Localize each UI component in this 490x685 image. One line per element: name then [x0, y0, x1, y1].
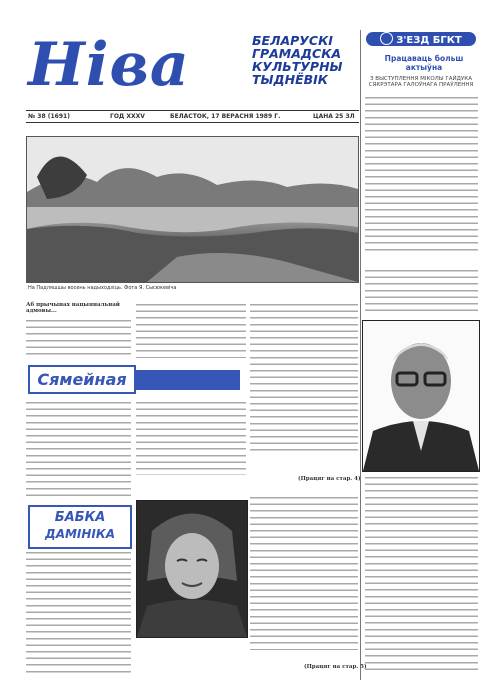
slogan-line: ТЫДНЁВІК — [252, 72, 329, 87]
column-divider — [360, 30, 361, 680]
family-text-1 — [26, 400, 131, 500]
babka-text-1 — [26, 550, 131, 675]
slogan-line: КУЛЬТУРНЫ — [252, 59, 343, 74]
slogan — [252, 34, 360, 86]
rule-bottom — [26, 122, 359, 123]
column-3-text — [250, 302, 358, 452]
photo-caption: На Падляшшы восень надыходзіць. Фота Я. Сысюкевіча — [28, 285, 177, 291]
speaker-portrait — [362, 320, 480, 472]
slogan-line: БЕЛАРУСКІ — [252, 33, 333, 48]
issue-number: № 38 (1691) — [28, 113, 70, 120]
column-1-text — [26, 318, 131, 358]
lead-heading: Аб прычынах нацыянальнай адмовы... — [26, 302, 120, 314]
right-subhead: З ВЫСТУПЛЕННЯ МІКОЛЫ ГАЙДУКА СЯКРЭТАРА ГАЛОЎНАГА ПРАЎЛЕННЯ — [368, 76, 474, 88]
landscape-photo — [26, 136, 359, 283]
family-banner — [28, 365, 136, 394]
column-2-text — [136, 302, 246, 358]
rule-top — [26, 110, 359, 111]
babka-line-2: ДАМІНІКА — [45, 527, 115, 541]
right-column-text-2 — [365, 268, 478, 316]
babka-banner — [28, 505, 132, 549]
babka-illustration — [137, 501, 247, 637]
issue-date: БЕЛАСТОК, 17 ВЕРАСНЯ 1989 Г. — [170, 113, 281, 120]
family-banner-bar — [136, 370, 240, 390]
issue-year: ГОД XXXV — [110, 113, 145, 120]
circle-badge-icon — [380, 32, 393, 45]
continued-ref-2: (Працяг на стар. 5) — [304, 664, 367, 670]
congress-title-text: З'ЕЗД БГКТ — [396, 35, 462, 46]
family-banner-text: Сямейная — [37, 370, 127, 389]
continued-ref-1: (Працяг на стар. 4) — [298, 476, 361, 482]
portrait-illustration — [363, 321, 479, 471]
babka-text-2 — [250, 495, 358, 650]
landscape-illustration — [27, 137, 358, 282]
right-column-text — [365, 95, 478, 255]
right-column-text-3 — [365, 475, 478, 675]
masthead-title: Ніва — [28, 30, 190, 100]
family-text-2 — [136, 400, 246, 475]
babka-portrait — [136, 500, 248, 638]
right-headline: Працаваць больш актыўна — [384, 54, 464, 72]
issue-price: ЦАНА 25 ЗЛ — [313, 113, 355, 120]
slogan-line: ГРАМАДСКА — [252, 46, 342, 61]
babka-line-1: БАБКА — [54, 510, 106, 525]
congress-title — [366, 32, 476, 46]
